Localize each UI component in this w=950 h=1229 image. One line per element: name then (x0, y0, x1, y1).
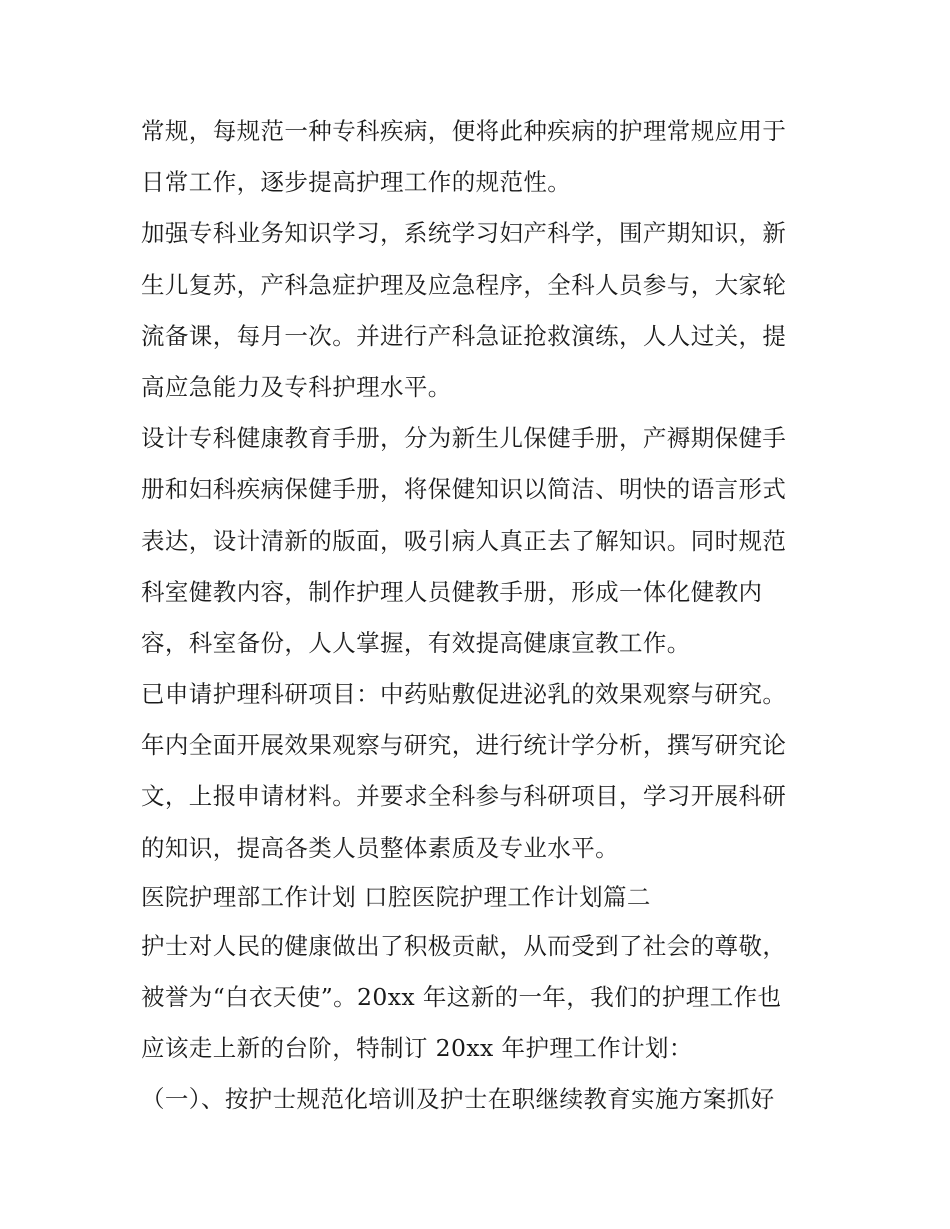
text-line-13: 年内全面开展效果观察与研究，进行统计学分析，撰写研究论 (141, 731, 787, 760)
text-line-7: 设计专科健康教育手册，分为新生儿保健手册，产褥期保健手 (141, 424, 787, 453)
text-line-15: 的知识，提高各类人员整体素质及专业水平。 (141, 833, 619, 862)
text-line-20: （一）、按护士规范化培训及护士在职继续教育实施方案抓好 (141, 1085, 775, 1114)
text-line-5: 流备课，每月一次。并进行产科急证抢救演练，人人过关，提 (141, 321, 787, 350)
text-line-3: 加强专科业务知识学习，系统学习妇产科学，围产期知识，新 (141, 219, 787, 248)
text-line-9: 表达，设计清新的版面，吸引病人真正去了解知识。同时规范 (141, 526, 787, 555)
text-line-2: 日常工作，逐步提高护理工作的规范性。 (141, 168, 572, 197)
text-line-19: 应该走上新的台阶，特制订 20xx 年护理工作计划： (141, 1034, 693, 1063)
text-line-8: 册和妇科疾病保健手册，将保健知识以简洁、明快的语言形式 (141, 475, 787, 504)
text-line-10: 科室健教内容，制作护理人员健教手册，形成一体化健教内 (141, 577, 763, 606)
text-line-1: 常规，每规范一种专科疾病，便将此种疾病的护理常规应用于 (141, 117, 787, 145)
text-line-17: 护士对人民的健康做出了积极贡献，从而受到了社会的尊敬， (141, 931, 787, 960)
text-line-4: 生儿复苏，产科急症护理及应急程序，全科人员参与，大家轮 (141, 270, 787, 299)
text-line-14: 文，上报申请材料。并要求全科参与科研项目，学习开展科研 (141, 782, 787, 811)
body-text (141, 106, 821, 1126)
text-line-6: 高应急能力及专科护理水平。 (141, 372, 452, 401)
text-line-11: 容，科室备份，人人掌握，有效提高健康宣教工作。 (141, 628, 691, 657)
text-line-18: 被誉为“白衣天使”。20xx 年这新的一年，我们的护理工作也 (141, 983, 782, 1011)
text-line-12: 已申请护理科研项目：中药贴敷促进泌乳的效果观察与研究。 (141, 680, 787, 709)
section-heading: 医院护理部工作计划 口腔医院护理工作计划篇二 (141, 882, 651, 911)
